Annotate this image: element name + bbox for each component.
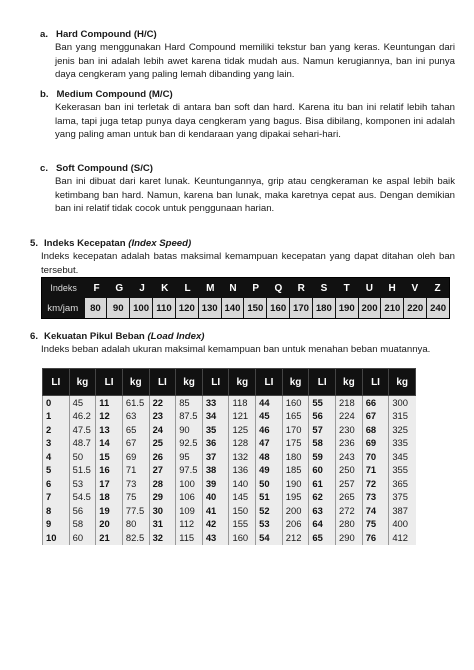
load-index-cell: 74: [362, 504, 389, 518]
speed-letter-cell: R: [297, 282, 305, 294]
load-kg-cell: 325: [389, 423, 416, 437]
load-index-cell: 19: [96, 504, 123, 518]
load-kg-cell: 92.5: [176, 437, 203, 451]
load-index-cell: 41: [202, 504, 229, 518]
section-title: Kekuatan Pikul Beban (Load Index): [44, 331, 205, 342]
load-index-cell: 21: [96, 531, 123, 545]
table-row: [43, 477, 416, 491]
load-header-cell: LI: [309, 369, 336, 396]
load-header-cell: kg: [122, 369, 149, 396]
load-index-cell: 69: [362, 437, 389, 451]
load-index-cell: 76: [362, 531, 389, 545]
load-kg-cell: 58: [69, 518, 96, 532]
load-header-cell: kg: [336, 369, 363, 396]
speed-letter-row: [42, 278, 449, 298]
load-kg-cell: 100: [176, 477, 203, 491]
speed-value-cell: 210: [380, 298, 403, 318]
load-kg-cell: 230: [336, 423, 363, 437]
section-title: Indeks Kecepatan (Index Speed): [44, 238, 192, 249]
table-row: [43, 491, 416, 505]
load-index-cell: 27: [149, 464, 176, 478]
load-kg-cell: 118: [229, 396, 256, 410]
compound-hard: [40, 28, 455, 82]
load-kg-cell: 224: [336, 410, 363, 424]
load-kg-cell: 412: [389, 531, 416, 545]
speed-letter-cell: M: [206, 282, 215, 294]
load-kg-cell: 387: [389, 504, 416, 518]
load-index-cell: 16: [96, 464, 123, 478]
load-index-cell: 20: [96, 518, 123, 532]
speed-value-cell: 110: [152, 298, 175, 318]
load-kg-cell: 190: [282, 477, 309, 491]
load-kg-cell: 150: [229, 504, 256, 518]
section-speed-index: [30, 237, 455, 277]
compound-description: Ban ini dibuat dari karet lunak. Keuntungannya, grip atau cengkeraman ke aspal lebih baik ketimbang ban hard. Namun, karena ban lunak, maka karetnya cepat aus. Dengan demikian ban ini relatif tidak cocok untuk penggunaan harian.: [55, 176, 455, 215]
list-marker: b.: [40, 89, 49, 100]
load-kg-cell: 195: [282, 491, 309, 505]
load-index-cell: 9: [43, 518, 70, 532]
load-index-cell: 36: [202, 437, 229, 451]
load-kg-cell: 75: [122, 491, 149, 505]
load-index-cell: 8: [43, 504, 70, 518]
load-kg-cell: 61.5: [122, 396, 149, 410]
load-index-cell: 14: [96, 437, 123, 451]
load-kg-cell: 272: [336, 504, 363, 518]
load-index-cell: 35: [202, 423, 229, 437]
load-index-cell: 61: [309, 477, 336, 491]
load-kg-cell: 121: [229, 410, 256, 424]
table-row: [43, 437, 416, 451]
speed-letter-cell: F: [93, 282, 100, 294]
load-header-row: [43, 369, 416, 396]
load-header-cell: LI: [96, 369, 123, 396]
load-index-cell: 23: [149, 410, 176, 424]
speed-header-label: Indeks: [50, 283, 77, 293]
speed-letter-cell: G: [115, 282, 124, 294]
load-kg-cell: 236: [336, 437, 363, 451]
table-row: [43, 423, 416, 437]
load-kg-cell: 212: [282, 531, 309, 545]
table-row: [43, 504, 416, 518]
load-kg-cell: 132: [229, 450, 256, 464]
load-index-cell: 18: [96, 491, 123, 505]
load-kg-cell: 48.7: [69, 437, 96, 451]
load-kg-cell: 345: [389, 450, 416, 464]
load-kg-cell: 280: [336, 518, 363, 532]
speed-letter-cell: H: [388, 282, 396, 294]
load-index-cell: 62: [309, 491, 336, 505]
speed-letter-cell: P: [252, 282, 260, 294]
load-index-cell: 58: [309, 437, 336, 451]
load-header-cell: kg: [282, 369, 309, 396]
load-index-cell: 42: [202, 518, 229, 532]
load-index-cell: 57: [309, 423, 336, 437]
load-kg-cell: 180: [282, 450, 309, 464]
speed-value-cell: 100: [129, 298, 152, 318]
load-kg-cell: 80: [122, 518, 149, 532]
load-kg-cell: 77.5: [122, 504, 149, 518]
compound-medium: [40, 88, 455, 142]
load-kg-cell: 206: [282, 518, 309, 532]
load-kg-cell: 50: [69, 450, 96, 464]
table-row: [43, 396, 416, 410]
load-kg-cell: 160: [282, 396, 309, 410]
load-kg-cell: 56: [69, 504, 96, 518]
load-kg-cell: 355: [389, 464, 416, 478]
section-load-index: [30, 330, 455, 357]
speed-value-label: km/jam: [42, 298, 84, 318]
compound-description: Kekerasan ban ini terletak di antara ban soft dan hard. Karena itu ban ini relatif lebih tahan lama, tapi juga tetap punya daya cengkeram yang bagus. Bisa dibilang, komponen ini adalah yang paling aman untuk ban di kendaraan yang dipakai sehari-hari.: [55, 102, 455, 141]
load-header-cell: LI: [43, 369, 70, 396]
load-index-cell: 59: [309, 450, 336, 464]
load-index-cell: 12: [96, 410, 123, 424]
speed-letter-cell: S: [320, 282, 328, 294]
speed-value-cell: 150: [243, 298, 266, 318]
speed-value-cell: 200: [358, 298, 381, 318]
compound-title: Medium Compound (M/C): [56, 89, 173, 100]
load-index-cell: 3: [43, 437, 70, 451]
speed-letter-cell: U: [365, 282, 373, 294]
load-index-cell: 48: [256, 450, 283, 464]
section-description: Indeks beban adalah ukuran maksimal kemampuan ban untuk menahan beban muatannya.: [41, 344, 431, 355]
load-kg-cell: 45: [69, 396, 96, 410]
speed-value-cell: 180: [312, 298, 335, 318]
load-kg-cell: 218: [336, 396, 363, 410]
load-kg-cell: 51.5: [69, 464, 96, 478]
speed-letter-cell: N: [229, 282, 237, 294]
load-kg-cell: 73: [122, 477, 149, 491]
load-kg-cell: 175: [282, 437, 309, 451]
compound-title: Hard Compound (H/C): [56, 29, 157, 40]
load-index-cell: 38: [202, 464, 229, 478]
load-header-cell: LI: [256, 369, 283, 396]
load-index-cell: 45: [256, 410, 283, 424]
section-description: Indeks kecepatan adalah batas maksimal kemampuan kecepatan yang dapat ditahan oleh ban tersebut.: [41, 251, 455, 276]
load-index-cell: 67: [362, 410, 389, 424]
load-index-cell: 17: [96, 477, 123, 491]
load-kg-cell: 400: [389, 518, 416, 532]
load-kg-cell: 165: [282, 410, 309, 424]
load-index-cell: 24: [149, 423, 176, 437]
load-index-cell: 15: [96, 450, 123, 464]
load-index-cell: 46: [256, 423, 283, 437]
load-kg-cell: 112: [176, 518, 203, 532]
load-index-cell: 50: [256, 477, 283, 491]
load-kg-cell: 106: [176, 491, 203, 505]
load-kg-cell: 65: [122, 423, 149, 437]
load-index-cell: 4: [43, 450, 70, 464]
load-kg-cell: 250: [336, 464, 363, 478]
load-index-cell: 64: [309, 518, 336, 532]
load-kg-cell: 69: [122, 450, 149, 464]
load-kg-cell: 365: [389, 477, 416, 491]
speed-value-cell: 160: [266, 298, 289, 318]
load-kg-cell: 140: [229, 477, 256, 491]
load-index-cell: 52: [256, 504, 283, 518]
table-row: [43, 410, 416, 424]
load-index-cell: 34: [202, 410, 229, 424]
speed-value-row: [42, 298, 449, 318]
speed-letter-cell: Z: [434, 282, 441, 294]
load-index-cell: 53: [256, 518, 283, 532]
load-index-cell: 7: [43, 491, 70, 505]
load-kg-cell: 95: [176, 450, 203, 464]
load-kg-cell: 185: [282, 464, 309, 478]
load-kg-cell: 145: [229, 491, 256, 505]
load-index-cell: 75: [362, 518, 389, 532]
load-header-cell: kg: [229, 369, 256, 396]
load-kg-cell: 300: [389, 396, 416, 410]
speed-value-cell: 240: [426, 298, 449, 318]
load-kg-cell: 155: [229, 518, 256, 532]
load-kg-cell: 97.5: [176, 464, 203, 478]
load-header-cell: kg: [389, 369, 416, 396]
load-header-cell: LI: [362, 369, 389, 396]
load-index-cell: 49: [256, 464, 283, 478]
speed-value-cell: 120: [175, 298, 198, 318]
list-marker: a.: [40, 29, 49, 40]
load-kg-cell: 71: [122, 464, 149, 478]
load-index-cell: 32: [149, 531, 176, 545]
speed-value-cell: 90: [106, 298, 129, 318]
load-index-cell: 25: [149, 437, 176, 451]
load-kg-cell: 128: [229, 437, 256, 451]
load-kg-cell: 115: [176, 531, 203, 545]
load-index-cell: 43: [202, 531, 229, 545]
load-kg-cell: 85: [176, 396, 203, 410]
load-index-cell: 66: [362, 396, 389, 410]
load-index-cell: 28: [149, 477, 176, 491]
load-index-cell: 5: [43, 464, 70, 478]
load-index-cell: 31: [149, 518, 176, 532]
list-marker: c.: [40, 163, 49, 174]
speed-letter-cell: J: [139, 282, 145, 294]
load-index-cell: 22: [149, 396, 176, 410]
load-index-cell: 47: [256, 437, 283, 451]
load-kg-cell: 47.5: [69, 423, 96, 437]
load-index-cell: 29: [149, 491, 176, 505]
load-index-cell: 2: [43, 423, 70, 437]
load-index-cell: 44: [256, 396, 283, 410]
table-row: [43, 531, 416, 545]
load-index-cell: 60: [309, 464, 336, 478]
load-index-cell: 11: [96, 396, 123, 410]
load-kg-cell: 63: [122, 410, 149, 424]
load-index-cell: 70: [362, 450, 389, 464]
compound-description: Ban yang menggunakan Hard Compound memiliki tekstur ban yang keras. Keuntungan dari jenis ban ini adalah lebih awet karena tidak mudah aus. Namun kerugiannya, ban ini punya daya cengkeram yang paling lemah dibanding yang lain.: [55, 42, 455, 81]
speed-value-cell: 140: [221, 298, 244, 318]
load-kg-cell: 335: [389, 437, 416, 451]
load-header-cell: kg: [69, 369, 96, 396]
load-header-cell: kg: [176, 369, 203, 396]
speed-value-cell: 170: [289, 298, 312, 318]
load-index-cell: 1: [43, 410, 70, 424]
load-index-cell: 56: [309, 410, 336, 424]
load-index-cell: 51: [256, 491, 283, 505]
load-kg-cell: 60: [69, 531, 96, 545]
load-kg-cell: 82.5: [122, 531, 149, 545]
load-index-cell: 33: [202, 396, 229, 410]
load-index-cell: 30: [149, 504, 176, 518]
load-index-cell: 0: [43, 396, 70, 410]
load-kg-cell: 53: [69, 477, 96, 491]
load-index-cell: 73: [362, 491, 389, 505]
speed-letter-cell: Q: [274, 282, 283, 294]
load-header-cell: LI: [202, 369, 229, 396]
load-index-cell: 39: [202, 477, 229, 491]
load-kg-cell: 200: [282, 504, 309, 518]
load-kg-cell: 170: [282, 423, 309, 437]
load-index-cell: 10: [43, 531, 70, 545]
load-index-cell: 13: [96, 423, 123, 437]
load-kg-cell: 257: [336, 477, 363, 491]
load-kg-cell: 136: [229, 464, 256, 478]
load-header-cell: LI: [149, 369, 176, 396]
load-index-cell: 65: [309, 531, 336, 545]
load-kg-cell: 290: [336, 531, 363, 545]
load-kg-cell: 109: [176, 504, 203, 518]
speed-value-cell: 220: [403, 298, 426, 318]
section-number: 5.: [30, 238, 39, 249]
speed-index-table: [41, 277, 450, 319]
load-kg-cell: 160: [229, 531, 256, 545]
load-index-cell: 72: [362, 477, 389, 491]
load-index-cell: 37: [202, 450, 229, 464]
load-kg-cell: 125: [229, 423, 256, 437]
load-index-cell: 68: [362, 423, 389, 437]
load-index-cell: 54: [256, 531, 283, 545]
compound-title: Soft Compound (S/C): [56, 163, 153, 174]
speed-value-cell: 130: [198, 298, 221, 318]
table-row: [43, 518, 416, 532]
speed-letter-cell: K: [161, 282, 169, 294]
load-index-cell: 6: [43, 477, 70, 491]
load-kg-cell: 375: [389, 491, 416, 505]
load-kg-cell: 67: [122, 437, 149, 451]
table-row: [43, 450, 416, 464]
load-index-cell: 40: [202, 491, 229, 505]
speed-letter-cell: L: [184, 282, 191, 294]
speed-letter-cell: V: [411, 282, 419, 294]
load-index-cell: 71: [362, 464, 389, 478]
load-index-cell: 26: [149, 450, 176, 464]
load-kg-cell: 243: [336, 450, 363, 464]
load-kg-cell: 87.5: [176, 410, 203, 424]
table-row: [43, 464, 416, 478]
section-number: 6.: [30, 331, 39, 342]
load-index-table: [42, 368, 416, 543]
load-kg-cell: 90: [176, 423, 203, 437]
speed-value-cell: 190: [335, 298, 358, 318]
load-kg-cell: 315: [389, 410, 416, 424]
speed-value-cell: 80: [84, 298, 107, 318]
load-index-cell: 63: [309, 504, 336, 518]
load-kg-cell: 46.2: [69, 410, 96, 424]
load-kg-cell: 54.5: [69, 491, 96, 505]
load-index-cell: 55: [309, 396, 336, 410]
compound-soft: [40, 162, 455, 216]
load-kg-cell: 265: [336, 491, 363, 505]
speed-letter-cell: T: [343, 282, 350, 294]
